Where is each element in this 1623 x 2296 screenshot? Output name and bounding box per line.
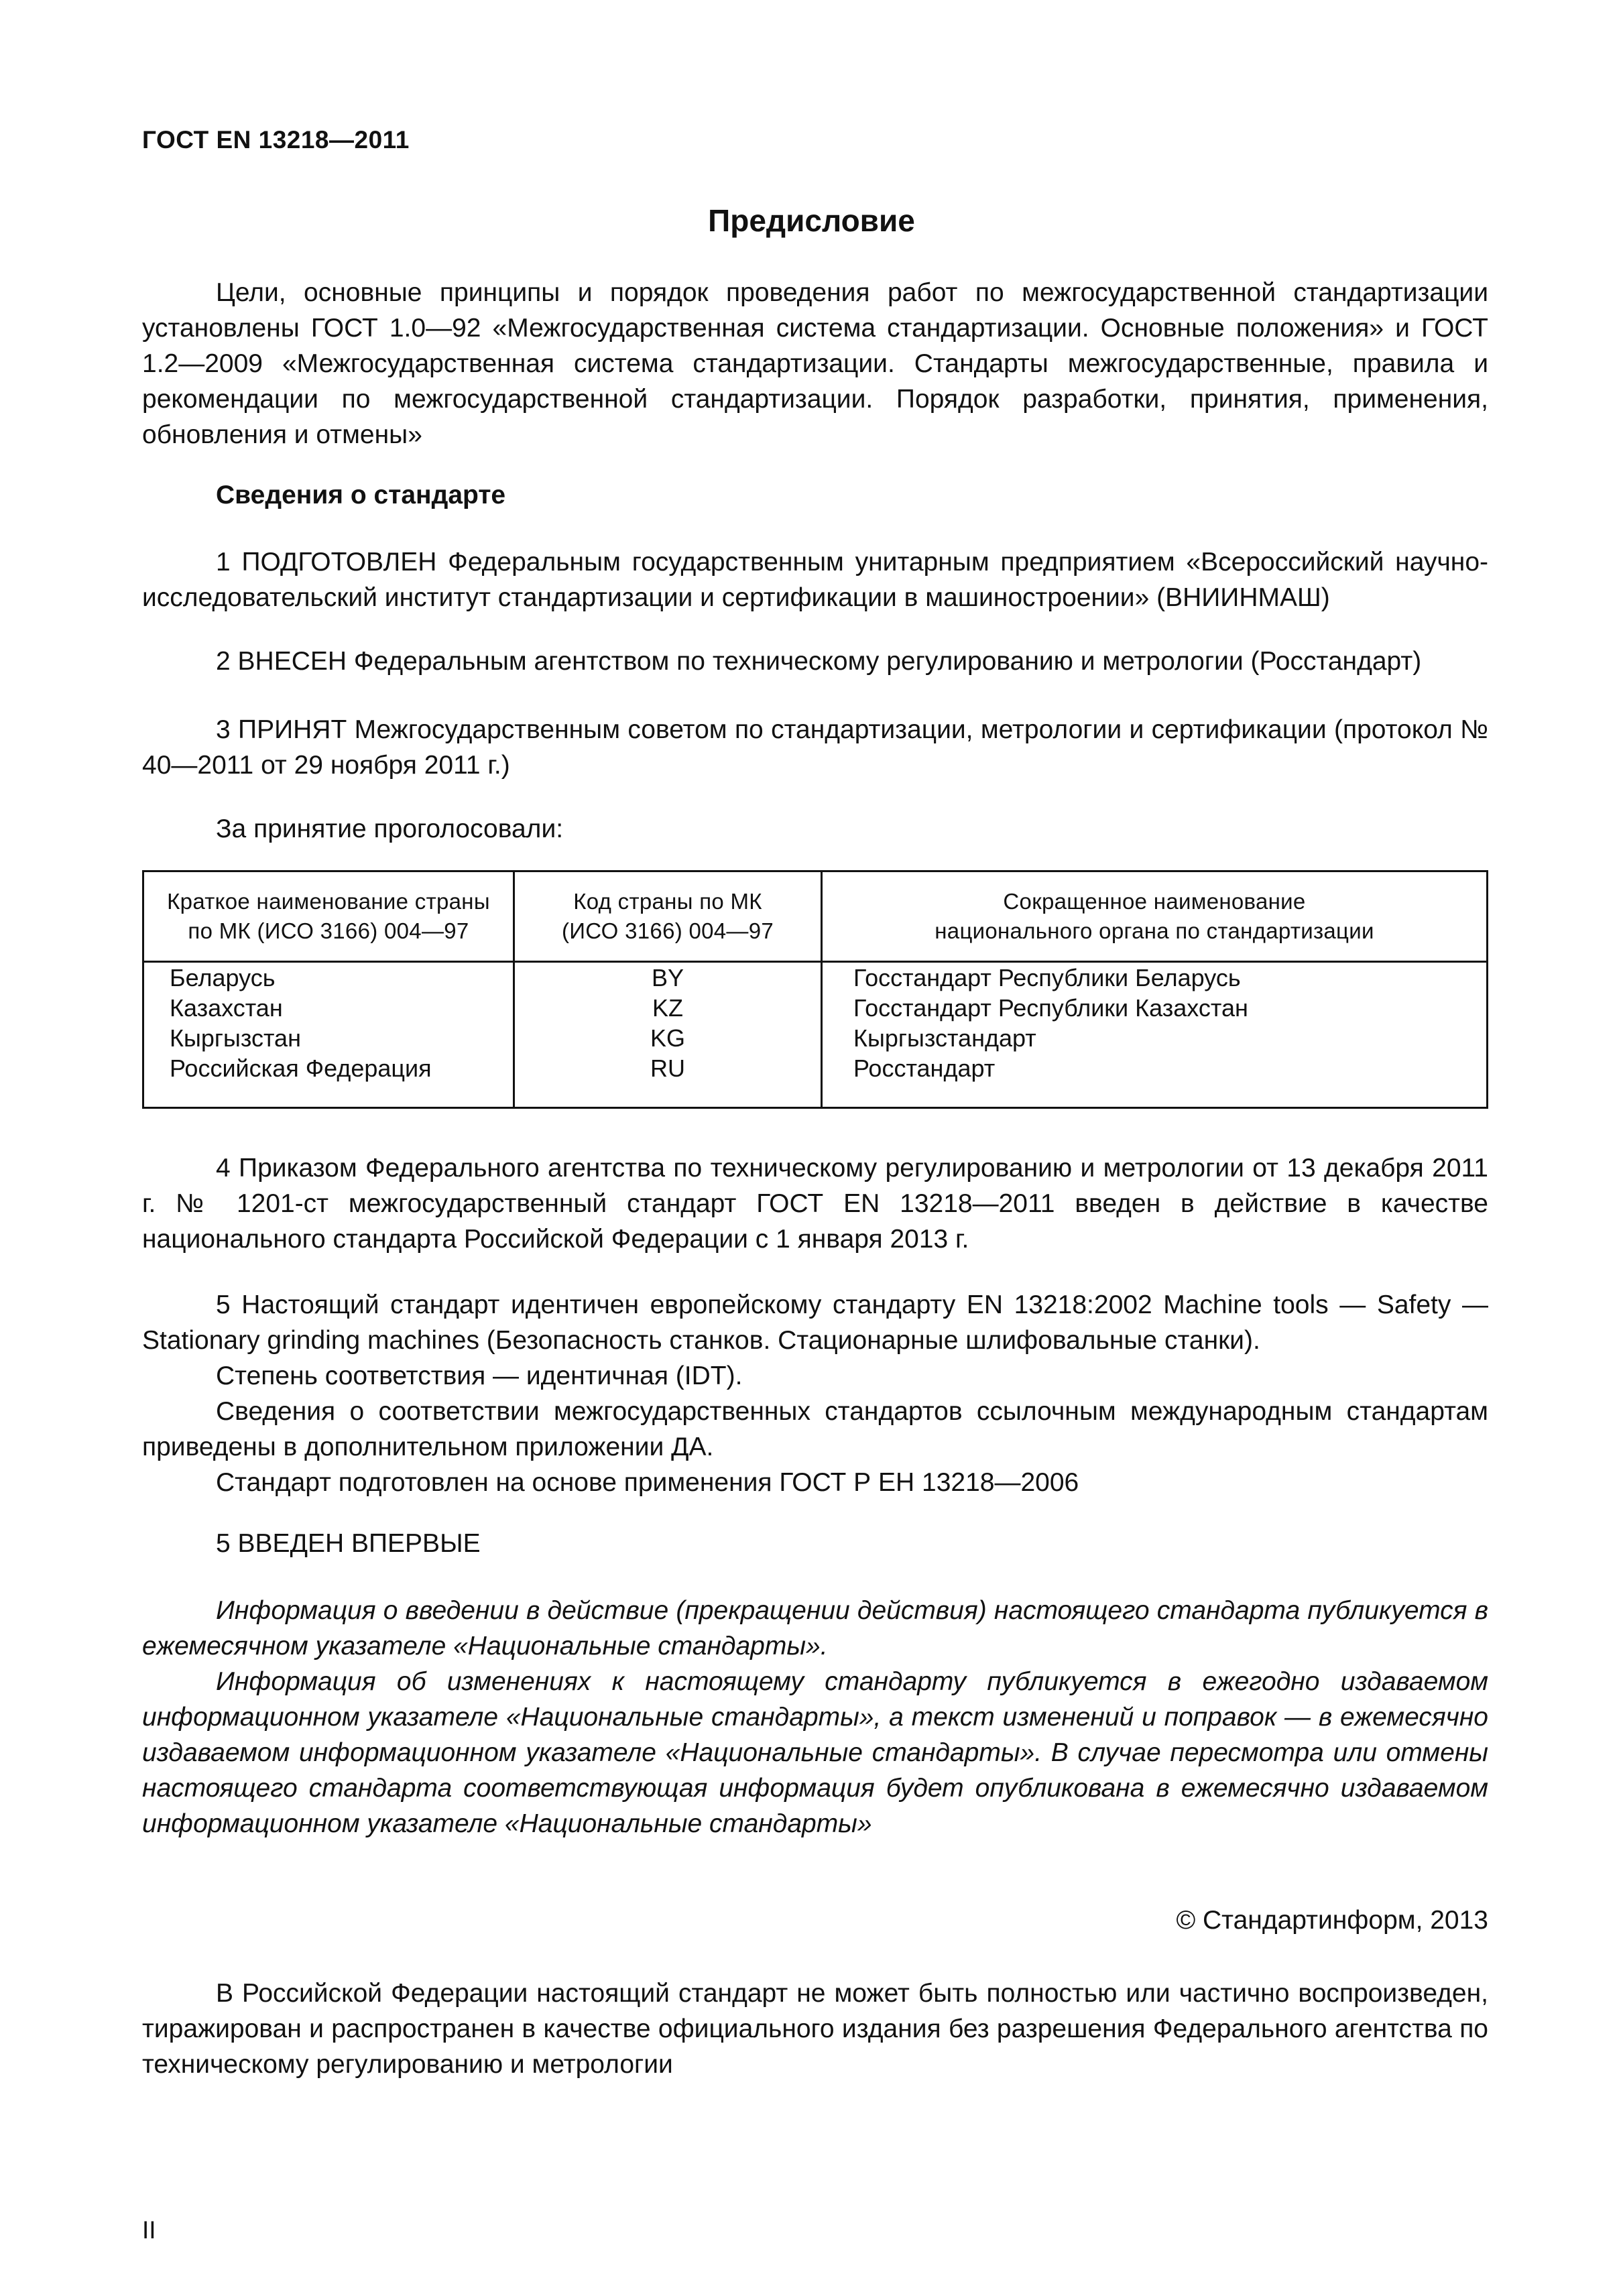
table-header-row [143, 871, 1488, 962]
country-name: Казахстан [170, 994, 283, 1022]
item-5-section [142, 1287, 1488, 1500]
voting-table [142, 870, 1488, 1109]
item-5-paragraph: Степень соответствия — идентичная (IDT). [216, 1362, 743, 1390]
intro-section [142, 275, 1488, 452]
intro-paragraph: Цели, основные принципы и порядок проведения работ по межгосударственной стандартизации установлены ГОСТ 1.0—92 «Межгосударственная система стандартизации. Основные положения» и ГОСТ 1.2—2009 «Межгосударственная система стандартизации. Стандарты межгосударственные, правила и рекомендации по межгосударственной стандартизации. Порядок разработки, принятия, применения, обновления и отмены» [142, 278, 1488, 449]
header-line: Краткое наименование страны [167, 889, 490, 914]
item-2-paragraph: 2 ВНЕСЕН Федеральным агентством по техническому регулированию и метрологии (Росстандарт) [216, 647, 1422, 676]
header-line: национального органа по стандартизации [935, 918, 1374, 943]
country-name: Кыргызстан [170, 1024, 301, 1052]
header-line: (ИСО 3166) 004—97 [561, 918, 774, 943]
table-header-cell [143, 871, 514, 962]
country-code: KG [650, 1024, 685, 1052]
standards-body-name: Госстандарт Республики Казахстан [853, 994, 1248, 1022]
code-column [514, 962, 822, 1108]
page-number: II [142, 2216, 156, 2244]
item-3-paragraph: 3 ПРИНЯТ Межгосударственным советом по стандартизации, метрологии и сертификации (протокол № 40—2011 от 29 ноября 2011 г.) [142, 715, 1488, 780]
document-code-header: ГОСТ EN 13218—2011 [142, 126, 410, 154]
country-code: RU [650, 1054, 685, 1082]
notice-paragraph-2: Информация об изменениях к настоящему стандарту публикуется в ежегодно издаваемом информационном указателе «Национальные стандарты», а текст изменений и поправок — в ежемесячно издаваемом информационном указателе «Национальные стандарты». В случае пересмотра или отмены настоящего стандарта соответствующая информация будет опубликована в ежемесячно издаваемом информационном указателе «Национальные стандарты» [142, 1667, 1488, 1838]
item-2-section [142, 644, 1488, 679]
country-code: KZ [652, 994, 683, 1022]
voted-label: За принятие проголосовали: [216, 814, 564, 843]
header-line: Сокращенное наименование [1003, 889, 1306, 914]
item-5-paragraph: 5 Настоящий стандарт идентичен европейскому стандарту EN 13218:2002 Machine tools — Safety — Stationary grinding machines (Безопасность станков. Стационарные шлифовальные станки). [142, 1290, 1488, 1355]
country-name: Беларусь [170, 964, 276, 991]
header-line: Код страны по МК [573, 889, 762, 914]
rights-paragraph: В Российской Федерации настоящий стандарт не может быть полностью или частично воспроизведен, тиражирован и распространен в качестве официального издания без разрешения Федерального агентства по техническому регулированию и метрологии [142, 1979, 1488, 2079]
standards-body-name: Госстандарт Республики Беларусь [853, 964, 1241, 991]
standards-body-column [822, 962, 1488, 1108]
info-heading: Сведения о стандарте [216, 481, 506, 509]
standards-body-name: Кыргызстандарт [853, 1024, 1036, 1052]
item-5-paragraph: Сведения о соответствии межгосударственных стандартов ссылочным международным стандартам приведены в дополнительном приложении ДА. [142, 1397, 1488, 1461]
page-title: Предисловие [708, 203, 915, 238]
header-line: по МК (ИСО 3166) 004—97 [188, 918, 469, 943]
table-header-cell [822, 871, 1488, 962]
item-1-section [142, 544, 1488, 615]
table-header-cell [514, 871, 822, 962]
item-6-paragraph: 5 ВВЕДЕН ВПЕРВЫЕ [216, 1529, 481, 1558]
notice-paragraph-1: Информация о введении в действие (прекращении действия) настоящего стандарта публикуется в ежемесячном указателе «Национальные стандарты». [142, 1596, 1488, 1660]
copyright-notice: © Стандартинформ, 2013 [1176, 1906, 1488, 1935]
country-code: BY [651, 964, 684, 991]
country-name: Российская Федерация [170, 1054, 432, 1082]
notice-section [142, 1593, 1488, 1841]
item-3-section [142, 712, 1488, 783]
item-5-paragraph: Стандарт подготовлен на основе применения ГОСТ Р ЕН 13218—2006 [216, 1468, 1079, 1497]
table-body-row [143, 962, 1488, 1108]
item-4-section [142, 1150, 1488, 1257]
item-1-paragraph: 1 ПОДГОТОВЛЕН Федеральным государственным унитарным предприятием «Всероссийский научно-исследовательский институт стандартизации и сертификации в машиностроении» (ВНИИНМАШ) [142, 548, 1488, 612]
rights-section [142, 1976, 1488, 2082]
item-4-paragraph: 4 Приказом Федерального агентства по техническому регулированию и метрологии от 13 декабря 2011 г. № 1201-ст межгосударственный стандарт ГОСТ EN 13218—2011 введен в действие в качестве национального стандарта Российской Федерации с 1 января 2013 г. [142, 1154, 1488, 1254]
country-column [143, 962, 514, 1108]
standards-body-name: Росстандарт [853, 1054, 996, 1082]
